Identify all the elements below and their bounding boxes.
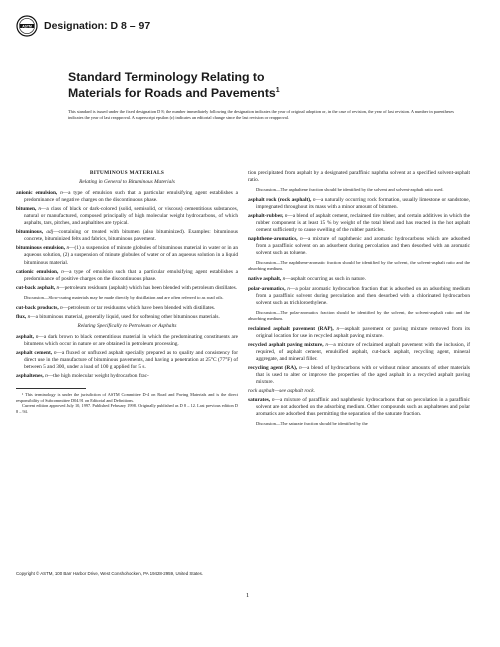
part-of-speech: n — [298, 364, 302, 371]
part-of-speech: n — [61, 268, 64, 275]
definition-entry — [16, 190, 238, 204]
definition-entry — [248, 286, 470, 307]
definition-entry — [248, 342, 470, 363]
part-of-speech: n — [271, 397, 275, 404]
defined-term: bituminous emulsion, — [16, 245, 66, 252]
definition-entry — [248, 213, 470, 234]
definition-text: —a type of emulsion such that a particular emulsifying agent establishes a predominance of negative charges on the discontinuous phase. — [24, 190, 239, 204]
definition-text: —a polar aromatic hydrocarbon fraction that is adsorbed on an adsorbing medium from a paraffinic solvent during percolation and then desorbed with a chlorinated hydrocarbon solvent such as trichloroethylene. — [256, 285, 470, 306]
entries-right-1 — [248, 197, 470, 257]
defined-term: recycling agent (RA), — [248, 364, 298, 371]
definition-text: —a mixture of reclaimed asphalt pavement with the inclusion, if required, of asphalt cement, emulsified asphalt, cut-back asphalt, recycling agent, mineral aggregate, and mineral filler. — [256, 341, 470, 362]
part-of-speech: n — [312, 197, 316, 204]
definition-entry — [248, 326, 470, 340]
entry-continuation: tion precipitated from asphalt by a designated paraffinic naphtha solvent at a specified solvent-asphalt ratio. — [248, 170, 470, 184]
definition-entry — [248, 365, 470, 386]
definition-text: —petroleum or tar residuums which have been blended with distillates. — [62, 304, 216, 311]
discussion-note: Discussion—Slow-curing materials may be made directly by distillation and are often referred to as road oils. — [24, 294, 224, 300]
defined-term: native asphalt, — [248, 276, 282, 283]
definition-text: —a mixture of naphthenic and aromatic hydrocarbons which are adsorbed from a paraffinic solvent on an adsorbent during percolation and then desorbed with an aromatic solvent such as toluene. — [256, 236, 470, 257]
part-of-speech: n — [284, 213, 288, 220]
entries-right-4 — [248, 397, 470, 418]
definition-entry — [248, 197, 470, 211]
page-number: 1 — [246, 592, 250, 599]
entries-general-continued — [16, 305, 238, 321]
definition-text: —asphalt occurring as such in nature. — [285, 276, 367, 283]
part-of-speech: adj — [46, 229, 54, 236]
section-heading: BITUMINOUS MATERIALS — [89, 170, 165, 176]
definition-entry — [16, 229, 238, 243]
entries-right-2 — [248, 276, 470, 306]
defined-term: asphalt, — [16, 333, 34, 340]
defined-term: cationic emulsion, — [16, 268, 59, 275]
defined-term: cut-back asphalt, — [16, 284, 56, 291]
part-of-speech: n — [27, 313, 31, 320]
footnote-2: Current edition approved July 10, 1997. Published February 1998. Originally published as D 8 – 12. Last previous edition D 8 – 94. — [16, 403, 238, 414]
part-of-speech: n — [38, 206, 42, 213]
right-column — [248, 170, 470, 431]
definition-text: —a fluxed or unfluxed asphalt specially prepared as to quality and consistency for direct use in the manufacture of bituminous pavements, and having a penetration at 25°C (77°F) of between 5 and 300, under a load of 100 g applied for 5 s. — [24, 349, 238, 371]
title-line-2: Materials for Roads and Pavements — [68, 86, 276, 101]
defined-term: asphalt rock (rock asphalt), — [248, 197, 312, 204]
footnote-1: ¹ This terminology is under the jurisdiction of ASTM Committee D-4 on Road and Paving Materials and is the direct responsibility of Subcommittee D04.91 on Editorial and Definitions. — [16, 392, 238, 403]
preamble: This standard is issued under the fixed designation D 8; the number immediately following the designation indicates the year of original adoption or, in the case of revision, the year of last revision. A number in parentheses indicates the year of last reapproval. A superscript epsilon (ε) indicates an editorial change since the last revision or reapproval. — [68, 109, 454, 120]
defined-term: asphalt-rubber, — [248, 213, 284, 220]
defined-term: reclaimed asphalt pavement (RAP), — [248, 325, 334, 332]
definition-text: —a type of emulsion such that a particular emulsifying agent establishes a predominance of positive charges on the discontinuous phase. — [24, 268, 238, 282]
part-of-speech: n — [66, 245, 70, 252]
entries-petroleum — [16, 334, 238, 380]
left-column — [16, 170, 238, 414]
entries-right-3 — [248, 326, 470, 386]
discussion-note: Discussion—The naphthene-aromatic fraction should be identified by the solvent, the solvent-asphalt ratio and the absorbing medium. — [248, 260, 470, 272]
definition-entry — [16, 373, 238, 380]
definition-text: —a blend of hydrocarbons with or without minor amounts of other materials that is used to alter or improve the properties of the aged asphalt in a recycled asphalt paving mixture. — [256, 364, 470, 385]
definition-entry — [248, 397, 470, 418]
part-of-speech: n — [60, 304, 63, 311]
svg-text:ASTM: ASTM — [22, 24, 32, 29]
document-title — [68, 70, 468, 100]
defined-term: naphthene-aromatics, — [248, 236, 298, 243]
definition-entry — [16, 206, 238, 227]
definition-text: —asphalt pavement or paving mixture removed from its original location for use in recycled asphalt paving mixture. — [256, 325, 471, 339]
part-of-speech: n — [287, 285, 290, 292]
defined-term: anionic emulsion, — [16, 190, 58, 197]
part-of-speech: n — [299, 236, 303, 243]
defined-term: bitumen, — [16, 206, 37, 213]
defined-term: polar-aromatics, — [248, 285, 286, 292]
subsection-heading-general: Relating in General to Bituminous Materials — [79, 179, 175, 186]
defined-term: asphalt cement, — [16, 349, 53, 356]
defined-term: asphaltenes, — [16, 373, 44, 380]
definition-entry — [16, 334, 238, 348]
definition-text: —a dark brown to black cementitious material in which the predominating constituents are bitumens which occur in nature or are obtained in petroleum processing. — [24, 333, 238, 347]
footnote-divider — [16, 388, 86, 389]
definition-entry — [16, 285, 238, 292]
definition-text: —a naturally occurring rock formation, usually limestone or sandstone, impregnated throughout its mass with a minor amount of bitumen. — [256, 197, 470, 211]
definition-entry — [248, 276, 470, 283]
definition-text: —a blend of asphalt cement, reclaimed tire rubber, and certain additives in which the rubber component is at least 15 % by weight of the total blend and has reacted in the hot asphalt cement sufficiently to cause swelling of the rubber particles. — [256, 213, 470, 234]
definition-entry — [16, 350, 238, 371]
definition-text: —the high molecular weight hydrocarbon frac- — [47, 373, 149, 380]
discussion-note: Discussion—The saturate fraction should be identified by the — [256, 421, 368, 427]
part-of-speech: n — [282, 276, 286, 283]
part-of-speech: n — [53, 349, 57, 356]
discussion-note: Discussion—The asphaltene fraction should be identified by the solvent and solvent-asphalt ratio used. — [256, 187, 444, 193]
definition-entry — [248, 236, 470, 257]
subsection-heading-petroleum: Relating Specifically to Petroleum or Asphalts — [77, 322, 177, 329]
part-of-speech: n — [45, 373, 48, 380]
defined-term: recycled asphalt paving mixture, — [248, 341, 324, 348]
definition-text: —petroleum residuum (asphalt) which has been blended with petroleum distillates. — [59, 284, 238, 291]
part-of-speech: n — [325, 341, 329, 348]
part-of-speech: n — [56, 284, 60, 291]
astm-logo-icon — [16, 15, 38, 37]
definition-text: —(1) a suspension of minute globules of bituminous material in water or in an aqueous solution, (2) a suspension of minute globules of water or of an aqueous solution in a liquid bituminous material. — [24, 245, 238, 266]
part-of-speech: n — [60, 190, 63, 197]
definition-text: —a class of black or dark-colored (solid, semisolid, or viscous) cementitious substances, natural or manufactured, composed principally of high molecular weight hydrocarbons, of which asphalts, tars, pitches, and asphaltites are typical. — [24, 206, 238, 227]
defined-term: cut-back products, — [16, 304, 59, 311]
part-of-speech: n — [336, 325, 340, 332]
definition-entry — [16, 314, 238, 321]
title-footnote-mark: 1 — [275, 87, 280, 94]
designation: Designation: D 8 – 97 — [44, 20, 151, 32]
definition-entry — [16, 305, 238, 312]
defined-term: flux, — [16, 313, 27, 320]
definition-text: —a bituminous material, generally liquid, used for softening other bituminous materials. — [30, 313, 220, 320]
definition-text: —a mixture of paraffinic and naphthenic hydrocarbons that on percolation in a paraffinic solvent are not adsorbed on the adsorbing medium. Other compounds such as asphaltenes and polar aromatics are adsorbed thus permitting the separation of the saturate fraction. — [256, 397, 470, 418]
definition-text: —containing or treated with bitumen (also bituminized). Examples: bituminous concrete, bituminized felts and fabrics, bituminous pavement. — [24, 229, 238, 243]
definition-entry — [16, 269, 238, 283]
copyright-notice: Copyright © ASTM, 100 Barr Harbor Drive, West Conshohocken, PA 19428-2959, United States. — [16, 571, 204, 576]
defined-term: saturates, — [248, 397, 271, 404]
part-of-speech: n — [35, 333, 39, 340]
defined-term: bituminous, — [16, 229, 44, 236]
definition-entry — [16, 245, 238, 266]
document-header — [16, 14, 150, 38]
title-line-1: Standard Terminology Relating to — [68, 70, 265, 84]
entries-general — [16, 190, 238, 292]
cross-reference: rock asphalt—see asphalt rock. — [248, 388, 315, 395]
discussion-note: Discussion—The polar-aromatics fraction should be identified by the solvent, the solvent-asphalt ratio and the absorbing medium. — [248, 309, 470, 321]
